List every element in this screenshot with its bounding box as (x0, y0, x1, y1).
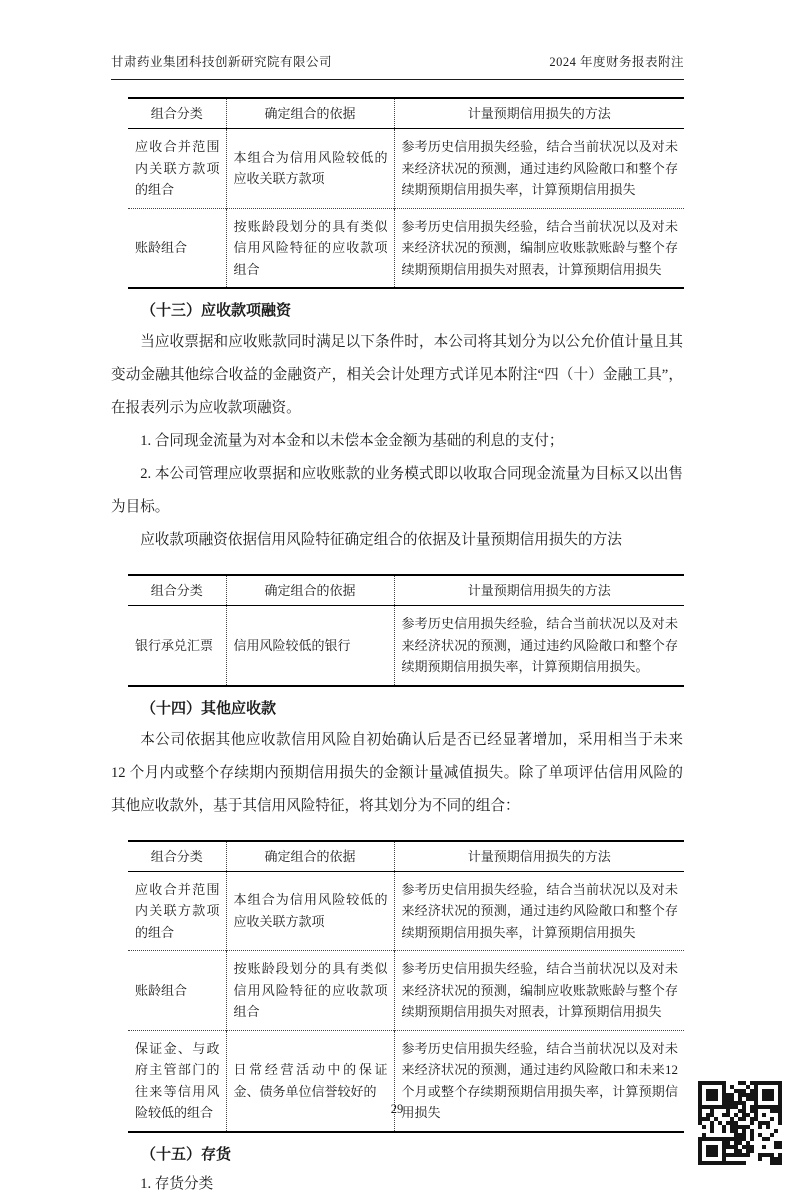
column-header-category: 组合分类 (128, 841, 226, 872)
cell-basis: 本组合为信用风险较低的应收关联方款项 (226, 871, 394, 951)
column-header-method: 计量预期信用损失的方法 (394, 98, 684, 129)
table-row (128, 871, 684, 951)
cell-basis: 信用风险较低的银行 (226, 606, 394, 686)
column-header-method: 计量预期信用损失的方法 (394, 841, 684, 872)
cell-category: 账龄组合 (128, 208, 226, 288)
section-15-heading: （十五）存货 (141, 1146, 232, 1163)
column-header-basis: 确定组合的依据 (226, 841, 394, 872)
page-number: 29 (390, 1102, 404, 1116)
cell-category: 保证金、与政府主管部门的往来等信用风险较低的组合 (128, 1030, 226, 1132)
cell-category: 应收合并范围内关联方款项的组合 (128, 129, 226, 209)
report-title: 2024 年度财务报表附注 (549, 55, 684, 69)
table-header-row (128, 575, 684, 606)
column-header-method: 计量预期信用损失的方法 (394, 575, 684, 606)
cell-category: 银行承兑汇票 (128, 606, 226, 686)
company-name: 甘肃药业集团科技创新研究院有限公司 (111, 55, 333, 69)
cell-method: 参考历史信用损失经验，结合当前状况以及对未来经济状况的预测，通过违约风险敞口和整个存续期预期信用损失率，计算预期信用损失 (394, 871, 684, 951)
section-13-lead-in: 应收款项融资依据信用风险特征确定组合的依据及计量预期信用损失的方法 (140, 532, 622, 548)
table-row (128, 606, 684, 686)
column-header-basis: 确定组合的依据 (226, 98, 394, 129)
table-row (128, 208, 684, 288)
cell-category: 账龄组合 (128, 951, 226, 1031)
table-header-row (128, 98, 684, 129)
cell-method: 参考历史信用损失经验，结合当前状况以及对未来经济状况的预测，通过违约风险敞口和整个存续期预期信用损失率，计算预期信用损失 (394, 129, 684, 209)
section-13-item-2: 2. 本公司管理应收票据和应收账款的业务模式即以收取合同现金流量为目标又以出售为目标。 (111, 466, 683, 515)
cell-basis: 按账龄段划分的具有类似信用风险特征的应收款项组合 (226, 208, 394, 288)
qr-code (698, 1081, 782, 1165)
cell-method: 参考历史信用损失经验，结合当前状况以及对未来经济状况的预测，编制应收账款账龄与整个存续期预期信用损失对照表，计算预期信用损失 (394, 951, 684, 1031)
column-header-basis: 确定组合的依据 (226, 575, 394, 606)
cell-method: 参考历史信用损失经验，结合当前状况以及对未来经济状况的预测，通过违约风险敞口和整个存续期预期信用损失率，计算预期信用损失。 (394, 606, 684, 686)
section-15-item-1: 1. 存货分类 (140, 1175, 214, 1192)
section-13-heading: （十三）应收款项融资 (141, 303, 292, 319)
table-header-row (128, 841, 684, 872)
page-content (111, 97, 683, 1201)
cell-method: 参考历史信用损失经验，结合当前状况以及对未来经济状况的预测，通过违约风险敞口和未来12个月或整个存续期预期信用损失率，计算预期信用损失 (394, 1030, 684, 1132)
cell-basis: 日常经营活动中的保证金、债务单位信誉较好的 (226, 1030, 394, 1132)
section-13-item-1: 1. 合同现金流量为对本金和以未偿本金金额为基础的利息的支付； (140, 433, 564, 449)
section-14-heading: （十四）其他应收款 (141, 700, 277, 717)
cell-category: 应收合并范围内关联方款项的组合 (128, 871, 226, 951)
receivables-financing-table (128, 574, 684, 687)
page-header (111, 52, 684, 80)
cell-basis: 按账龄段划分的具有类似信用风险特征的应收款项组合 (226, 951, 394, 1031)
table-row (128, 951, 684, 1031)
column-header-category: 组合分类 (128, 98, 226, 129)
cell-method: 参考历史信用损失经验，结合当前状况以及对未来经济状况的预测，编制应收账款账龄与整个存续期预期信用损失对照表，计算预期信用损失 (394, 208, 684, 288)
table-row (128, 129, 684, 209)
section-14-paragraph: 本公司依据其他应收款信用风险自初始确认后是否已经显著增加，采用相当于未来 12 个月内或整个存续期内预期信用损失的金额计量减值损失。除了单项评估信用风险的其他应收款外，基于其信用风险特征，将其划分为不同的组合： (111, 731, 683, 814)
document-page (0, 52, 794, 1192)
section-13-paragraph: 当应收票据和应收账款同时满足以下条件时，本公司将其划分为以公允价值计量且其变动金融其他综合收益的金融资产，相关会计处理方式详见本附注“四（十）金融工具”，在报表列示为应收款项融资。 (111, 334, 683, 416)
cell-basis: 本组合为信用风险较低的应收关联方款项 (226, 129, 394, 209)
column-header-category: 组合分类 (128, 575, 226, 606)
receivables-portfolio-table (128, 97, 684, 289)
other-receivables-portfolio-table (128, 840, 684, 1133)
